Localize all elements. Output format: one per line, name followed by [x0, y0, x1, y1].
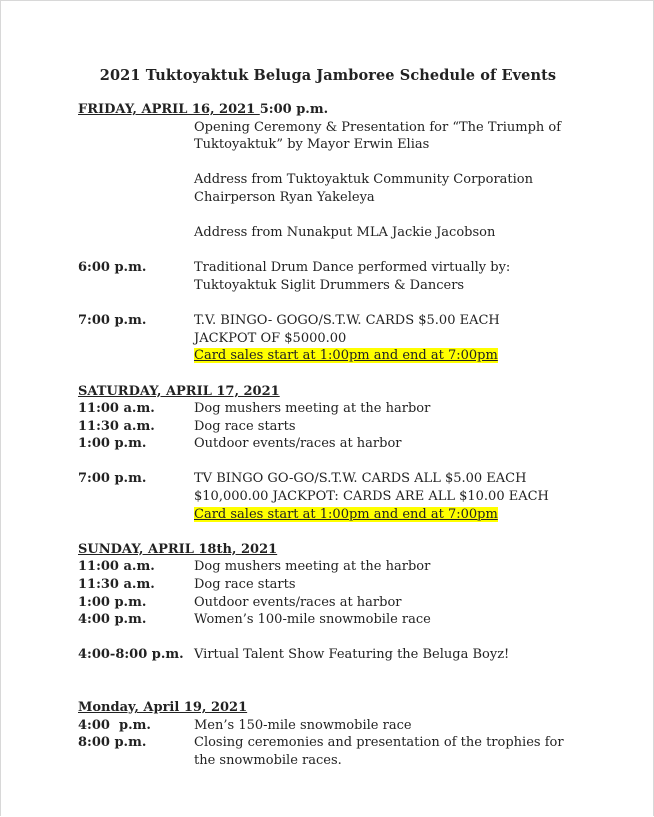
- sunday-header: SUNDAY, APRIL 18th, 2021: [78, 541, 278, 557]
- event-description: Dog race starts: [194, 577, 296, 593]
- event-time: 4:00 p.m.: [78, 612, 147, 628]
- event-description: Dog mushers meeting at the harbor: [194, 401, 431, 417]
- friday-item: Address from Tuktoyaktuk Community Corporation: [194, 172, 533, 188]
- event-description: Closing ceremonies and presentation of the trophies for: [194, 735, 564, 751]
- event-time: 11:00 a.m.: [78, 559, 155, 575]
- schedule: [78, 101, 618, 770]
- saturday-header: SATURDAY, APRIL 17, 2021: [78, 383, 280, 399]
- highlighted-note: Card sales start at 1:00pm and end at 7:00pm: [194, 348, 498, 364]
- event-time: 8:00 p.m.: [78, 735, 147, 751]
- event-description: Dog race starts: [194, 418, 296, 434]
- event-description: Women’s 100-mile snowmobile race: [194, 612, 431, 628]
- event-description: $10,000.00 JACKPOT: CARDS ARE ALL $10.00 EACH: [194, 489, 549, 505]
- event-time: 4:00-8:00 p.m.: [78, 647, 184, 663]
- event-time: 11:00 a.m.: [78, 401, 155, 417]
- highlighted-note: Card sales start at 1:00pm and end at 7:00pm: [194, 506, 498, 522]
- event-description: T.V. BINGO- GOGO/S.T.W. CARDS $5.00 EACH: [194, 313, 500, 329]
- friday-item: Address from Nunakput MLA Jackie Jacobson: [194, 225, 496, 241]
- event-time: 1:00 p.m.: [78, 436, 147, 452]
- event-description: Outdoor events/races at harbor: [194, 594, 402, 610]
- event-time: 1:00 p.m.: [78, 594, 147, 610]
- friday-item: Tuktoyaktuk” by Mayor Erwin Elias: [194, 137, 430, 153]
- friday-date: FRIDAY, APRIL 16, 2021: [78, 102, 260, 117]
- event-description: Dog mushers meeting at the harbor: [194, 559, 431, 575]
- event-description: Men’s 150-mile snowmobile race: [194, 717, 412, 733]
- event-time: 11:30 a.m.: [78, 577, 155, 593]
- event-description: Traditional Drum Dance performed virtually by:: [194, 260, 511, 276]
- event-time: 11:30 a.m.: [78, 418, 155, 434]
- event-description: JACKPOT OF $5000.00: [194, 330, 347, 346]
- friday-item: Chairperson Ryan Yakeleya: [194, 189, 375, 205]
- friday-header: [78, 101, 618, 119]
- friday-item: Opening Ceremony & Presentation for “The Triumph of: [194, 119, 562, 135]
- event-time: 7:00 p.m.: [78, 471, 147, 487]
- event-time: 6:00 p.m.: [78, 260, 147, 276]
- event-description: Virtual Talent Show Featuring the Beluga Boyz!: [194, 647, 510, 663]
- page-title: 2021 Tuktoyaktuk Beluga Jamboree Schedule of Events: [99, 67, 557, 84]
- friday-start-time: 5:00 p.m.: [259, 102, 329, 117]
- event-time: 7:00 p.m.: [78, 313, 147, 329]
- event-description: TV BINGO GO-GO/S.T.W. CARDS ALL $5.00 EACH: [194, 471, 527, 487]
- monday-header: Monday, April 19, 2021: [78, 700, 248, 716]
- event-description: Outdoor events/races at harbor: [194, 436, 402, 452]
- event-description: the snowmobile races.: [194, 752, 342, 768]
- event-time: 4:00 p.m.: [78, 717, 151, 733]
- event-description: Tuktoyaktuk Siglit Drummers & Dancers: [194, 277, 465, 293]
